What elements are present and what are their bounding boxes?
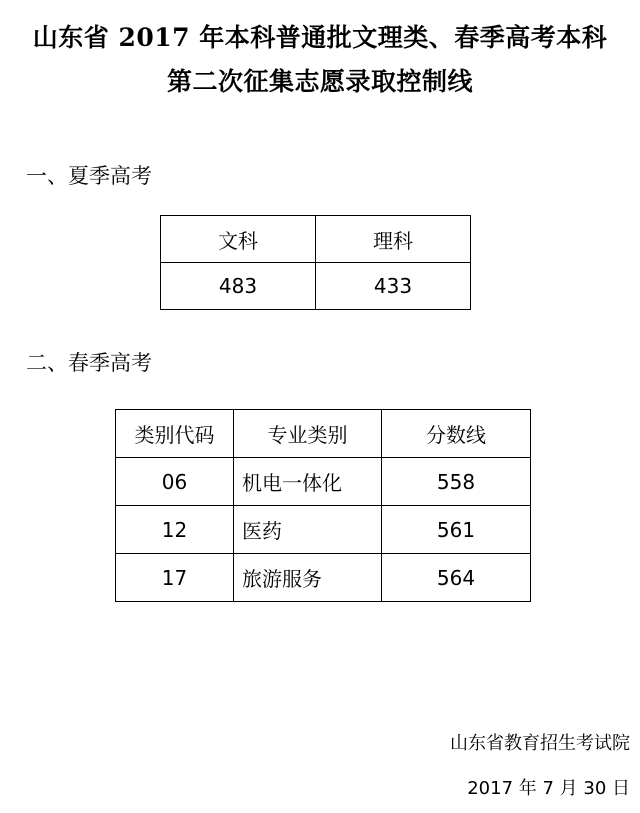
score-cell: 564 [382,554,531,602]
category-code-cell: 12 [116,506,234,554]
table-row [161,263,471,310]
score-liberal-arts: 483 [161,263,316,310]
major-category-cell: 医药 [234,506,382,554]
table-row [116,458,531,506]
header-science: 理科 [316,216,471,263]
header-liberal-arts: 文科 [161,216,316,263]
score-cell: 561 [382,506,531,554]
header-major-category: 专业类别 [234,410,382,458]
header-category-code: 类别代码 [116,410,234,458]
table-row [116,506,531,554]
major-category-cell: 旅游服务 [234,554,382,602]
table-row [116,554,531,602]
summer-score-table [160,215,471,310]
document-title-line-1: 山东省 2017 年本科普通批文理类、春季高考本科 [32,23,608,52]
score-cell: 558 [382,458,531,506]
major-category-cell: 机电一体化 [234,458,382,506]
category-code-cell: 06 [116,458,234,506]
spring-score-table [115,409,531,602]
summer-exam-heading: 一、夏季高考 [26,164,152,188]
issue-date: 2017 年 7 月 30 日 [467,778,630,799]
score-science: 433 [316,263,471,310]
header-score-line: 分数线 [382,410,531,458]
table-header-row [116,410,531,458]
issuer-signature: 山东省教育招生考试院 [450,733,630,754]
table-header-row [161,216,471,263]
spring-exam-heading: 二、春季高考 [26,351,152,375]
category-code-cell: 17 [116,554,234,602]
document-title-line-2: 第二次征集志愿录取控制线 [166,67,473,96]
